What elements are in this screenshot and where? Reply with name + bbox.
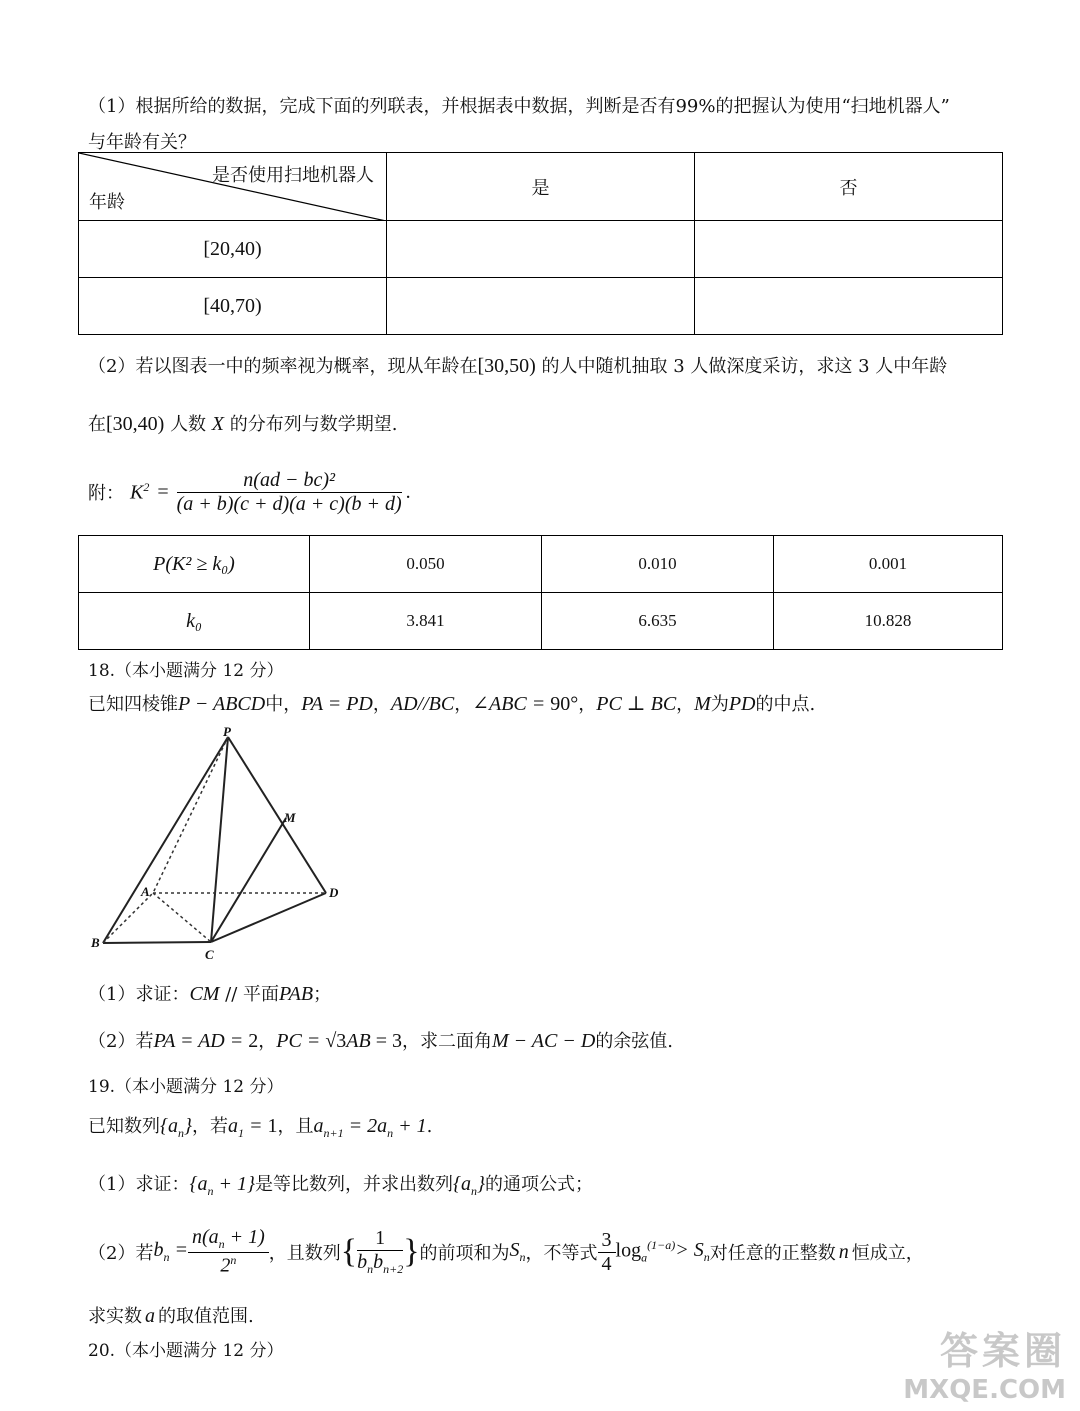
formula-denominator: (a + b)(c + d)(a + c)(b + d) [176, 492, 402, 515]
q18-part1: （1）求证：CM // 平面PAB； [88, 983, 332, 1005]
watermark-line1: 答案圈 [939, 1329, 1066, 1373]
watermark-line2: MXQE.COM [903, 1375, 1066, 1405]
interval-30-50: [30,50) [477, 355, 536, 377]
math-sqrt3: √3 [325, 1030, 347, 1052]
math-pa-ad: PA = AD = [153, 1030, 249, 1052]
q19-stem-text: 已知数列 [88, 1116, 160, 1137]
math-ad-bc: AD//BC [390, 693, 455, 715]
table2-row1-label: P(K² ≥ k₀) [79, 536, 310, 593]
math-gt-sn: > $S_n$ [675, 1239, 710, 1264]
table1-cell [695, 221, 1003, 278]
k-value-cell: 10.828 [774, 593, 1003, 650]
table2-row2-label: k₀ [79, 593, 310, 650]
table1-corner-bottom: 年龄 [89, 192, 125, 213]
q17-part1-line2: 与年龄有关？ [88, 132, 196, 153]
math-cm: CM [189, 983, 220, 1005]
edge-pc [211, 737, 228, 942]
q19-stem-text: ，且 [277, 1116, 314, 1137]
table1-cell [387, 221, 695, 278]
q18-stem-text: 为 [710, 694, 729, 715]
k-squared: $K^2$ [130, 479, 150, 504]
math-a1: $a_1$ = [228, 1115, 268, 1140]
q19-stem-text: ，若 [192, 1116, 228, 1137]
q18-part2: （2）若PA = AD = 2，PC = √3AB = 3，求二面角M − AC − D的余弦值. [88, 1030, 674, 1052]
label-d: D [329, 885, 339, 900]
math-pa-pd: PA = PD [301, 693, 373, 715]
table1-cell [695, 278, 1003, 335]
p-value-cell: 0.050 [310, 536, 542, 593]
q19-part2-text: 恒成立， [851, 1243, 924, 1264]
q18-stem-text: 已知四棱锥 [88, 694, 178, 715]
q19-part1-text: （1）求证： [88, 1174, 190, 1195]
edge-bc [103, 942, 211, 943]
math-pc: PC = [276, 1030, 326, 1052]
math-90deg: 90° [550, 693, 579, 715]
brace-left: { [340, 1233, 358, 1270]
label-b: B [91, 935, 100, 950]
label-c: C [205, 947, 214, 962]
q17-part2-text: 在 [88, 414, 106, 435]
k-value-cell: 6.635 [542, 593, 774, 650]
math-bn: $b_n$ = [153, 1239, 188, 1264]
q19-part2-text: ，不等式 [525, 1243, 598, 1264]
q18-part2-text: ，求二面角 [402, 1031, 493, 1052]
math-seq-an-plus-1: $\{a_n + 1\}$ [189, 1173, 255, 1198]
frac-den: 2$^n$ [220, 1253, 237, 1277]
table1-corner-cell [79, 153, 387, 221]
edge-cd [211, 893, 326, 942]
math-three-quarters [598, 1229, 616, 1276]
q18-part1-text: （1）求证： [88, 984, 190, 1005]
formula-numerator: n(ad − bc)² [177, 469, 402, 493]
table1-col-no: 否 [695, 153, 1003, 221]
label-m: M [284, 810, 296, 825]
k-value-cell: 3.841 [310, 593, 542, 650]
math-seq-an: $\{a_n\}$ [160, 1115, 192, 1140]
q18-stem: 已知四棱锥P − ABCD中，PA = PD，AD//BC，∠ABC = 90°，PC ⊥ BC，M为PD的中点. [88, 693, 816, 715]
math-ab: AB [346, 1030, 371, 1052]
variable-a: a [145, 1305, 155, 1327]
q19-part2 [88, 1222, 924, 1282]
math-log: $\log_a^{(1-a)}$ [615, 1238, 676, 1265]
math-bn-fraction [188, 1226, 269, 1278]
q19-part2-text: 求实数 [88, 1306, 142, 1327]
period: . [405, 480, 411, 503]
appendix-formula [88, 462, 411, 522]
table1-cell [387, 278, 695, 335]
q17-part2-line2 [88, 410, 397, 436]
math-recurrence: $a_{n+1} = 2a_n + 1$ [313, 1115, 427, 1140]
math-m: M [694, 693, 711, 715]
table1-corner-top: 是否使用扫地机器人 [212, 165, 374, 186]
q19-part2-text: ，且数列 [268, 1243, 341, 1264]
math-two: 2 [248, 1030, 259, 1052]
interval-30-40: [30,40) [106, 413, 165, 435]
table1-row-label: [20,40) [79, 221, 387, 278]
math-one: 1 [267, 1115, 278, 1137]
q17-part2-text: （2）若以图表一中的频率视为概率，现从年龄在 [88, 356, 478, 377]
frac-den: $b_nb_{n+2}$ [357, 1251, 404, 1276]
contingency-table [78, 152, 1003, 335]
q19-part2-text: 的前项和为 [419, 1243, 510, 1264]
equals-sign: = [157, 480, 169, 503]
table1-row-label: [40,70) [79, 278, 387, 335]
variable-n: n [838, 1240, 849, 1263]
q17-part2-text: 的人中随机抽取 3 人做深度采访，求这 3 人中年龄 [541, 356, 948, 377]
critical-value-table [78, 535, 1003, 650]
table1-col-yes: 是 [387, 153, 695, 221]
q18-stem-text: 中， [265, 694, 302, 715]
q19-part2-line2 [88, 1302, 254, 1328]
q19-part2-text: 的取值范围. [158, 1306, 254, 1327]
math-recip-fraction [357, 1227, 403, 1277]
pyramid-figure [85, 725, 355, 965]
q19-part2-text: 对任意的正整数 [709, 1243, 836, 1264]
q18-part2-text: 的余弦值. [595, 1031, 674, 1052]
math-pc-bc: PC ⊥ BC [596, 693, 677, 715]
variable-x: X [211, 413, 225, 435]
segment-cm [211, 818, 286, 942]
edge-pb [103, 737, 228, 943]
q19-part1-text: 是等比数列，并求出数列 [254, 1174, 453, 1195]
q18-stem-text: 的中点. [755, 694, 816, 715]
frac-den: 4 [601, 1252, 612, 1275]
q19-part1 [88, 1170, 593, 1199]
q18-header: 18.（本小题满分 12 分） [88, 661, 284, 681]
p-value-cell: 0.001 [774, 536, 1003, 593]
edge-pd [228, 737, 326, 893]
math-angle: ∠ABC = [472, 693, 551, 715]
q20-header: 20.（本小题满分 12 分） [88, 1341, 284, 1361]
label-a: A [141, 884, 150, 899]
q19-header: 19.（本小题满分 12 分） [88, 1077, 284, 1097]
q17-part2-text: 人数 [170, 414, 207, 435]
label-p: P [223, 725, 231, 739]
math-pyramid: P − ABCD [178, 693, 266, 715]
q17-part1-line1: （1）根据所给的数据，完成下面的列联表，并根据表中数据，判断是否有99%的把握认为使用“扫地机器人” [88, 96, 950, 117]
appendix-label: 附： [88, 483, 124, 504]
p-value-cell: 0.010 [542, 536, 774, 593]
q17-part2-text: 的分布列与数学期望. [229, 414, 398, 435]
brace-right: } [403, 1233, 420, 1270]
q17-part2-line1 [88, 352, 947, 378]
edge-ac-hidden [153, 893, 211, 942]
q18-part2-text: （2）若 [88, 1031, 154, 1052]
math-eq3: = 3 [370, 1030, 403, 1052]
frac-num: $n(a_n + 1)$ [188, 1226, 269, 1253]
math-pd: PD [728, 693, 756, 715]
q19-stem: 已知数列$\{a_n\}$，若$a_1 = 1$，且$a_{n+1} = 2a_n + 1$. [88, 1115, 433, 1140]
math-seq-an: $\{a_n\}$ [452, 1173, 485, 1198]
watermark [903, 1320, 1066, 1405]
math-dihedral: M − AC − D [492, 1030, 596, 1052]
frac-num: 1 [357, 1227, 403, 1251]
q19-part1-text: 的通项公式； [484, 1174, 593, 1195]
q19-part2-text: （2）若 [88, 1243, 154, 1264]
math-sn: $S_n$ [509, 1239, 526, 1264]
k2-fraction [177, 469, 402, 516]
math-pab: PAB [279, 983, 314, 1005]
frac-num: 3 [598, 1229, 616, 1253]
q18-part1-text: 平面 [243, 984, 280, 1005]
